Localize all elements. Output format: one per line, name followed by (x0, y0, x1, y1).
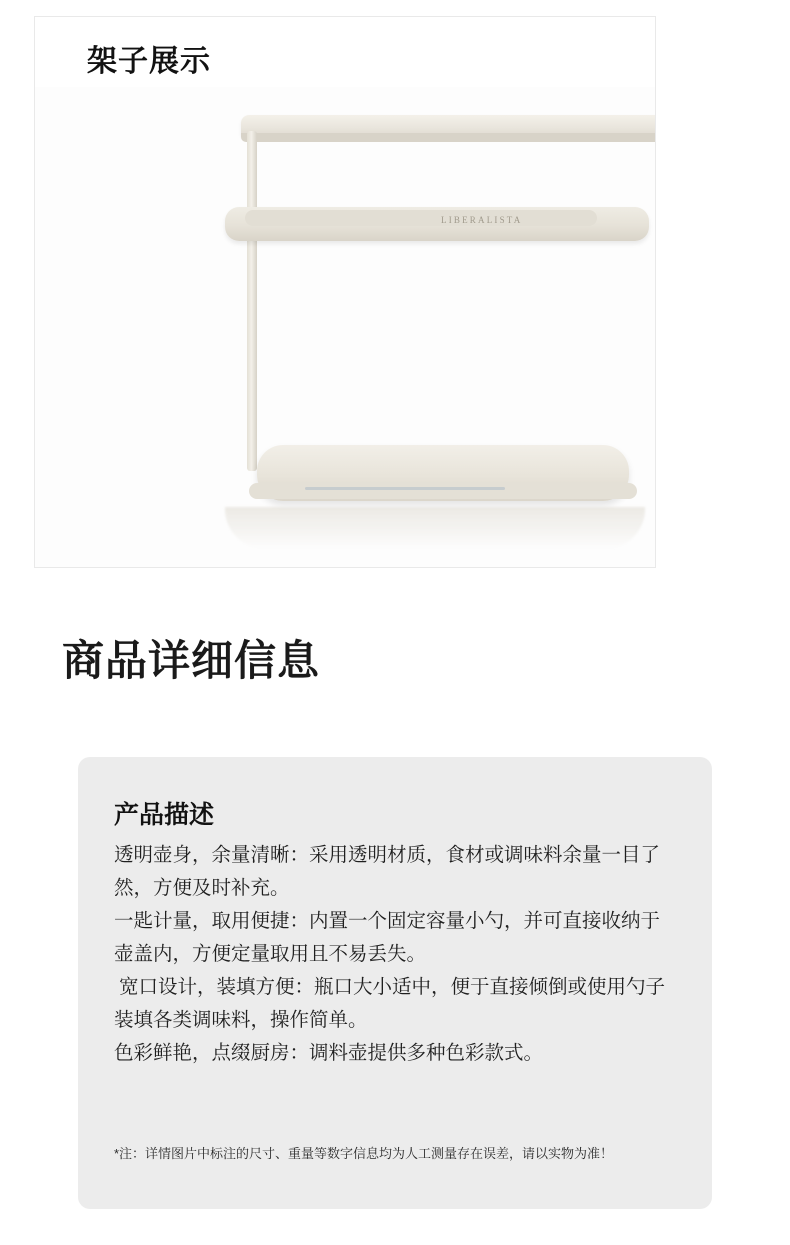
measurement-disclaimer-note: *注：详情图片中标注的尺寸、重量等数字信息均为人工测量存在误差，请以实物为准！ (114, 1146, 614, 1161)
description-paragraph: 宽口设计，装填方便：瓶口大小适中，便于直接倾倒或使用勺子装填各类调味料，操作简单。 (114, 976, 666, 1031)
shelf-bottom-base (249, 483, 637, 499)
description-paragraph: 色彩鲜艳，点缀厨房：调料壶提供多种色彩款式。 (114, 1042, 544, 1064)
shelf-showcase-section (34, 16, 656, 568)
shelf-reflection (225, 507, 645, 549)
brand-logo-text: LIBERALISTA (441, 215, 523, 225)
detail-section-heading: 商品详细信息 (62, 637, 321, 684)
card-body (114, 839, 676, 1070)
shelf-post-left (247, 131, 257, 471)
shelf-top-board-edge (241, 133, 655, 142)
showcase-title: 架子展示 (87, 45, 211, 78)
shelf-middle-tray-inner (245, 210, 597, 226)
shelf-product-photo (35, 87, 655, 567)
description-paragraph: 一匙计量，取用便捷：内置一个固定容量小勺，并可直接收纳于壶盖内，方便定量取用且不易丢失。 (114, 910, 661, 965)
shelf-bottom-highlight (305, 487, 505, 490)
card-title: 产品描述 (114, 801, 215, 829)
product-description-card (78, 757, 712, 1209)
description-paragraph: 透明壶身，余量清晰：采用透明材质，食材或调味料余量一目了然，方便及时补充。 (114, 844, 661, 899)
shelf-illustration (205, 115, 655, 515)
